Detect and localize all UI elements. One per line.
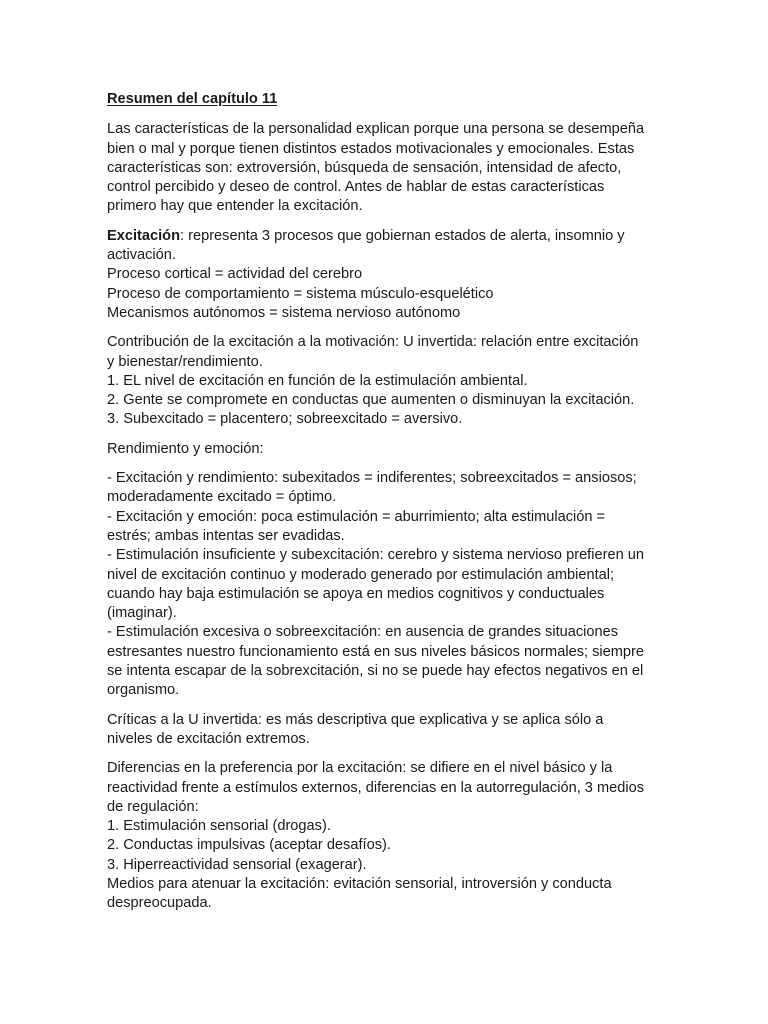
- text-line: de regulación:: [107, 798, 199, 815]
- text-line: niveles de excitación extremos.: [107, 730, 310, 747]
- text-line: estresantes nuestro funcionamiento está en sus niveles básicos normales; siempre: [107, 643, 645, 660]
- section-heading: Rendimiento y emoción:: [107, 440, 264, 457]
- text-line: - Estimulación insuficiente y subexcitación: cerebro y sistema nervioso prefieren un: [107, 547, 644, 564]
- text-line: y bienestar/rendimiento.: [107, 353, 263, 370]
- text-line: bien o mal y porque tienen distintos estados motivacionales y emocionales. Estas: [107, 140, 635, 157]
- document-title: Resumen del capítulo 11: [107, 91, 278, 107]
- text-line: 2. Gente se compromete en conductas que aumenten o disminuyan la excitación.: [107, 392, 635, 409]
- text-line: organismo.: [107, 682, 180, 699]
- text-line: se intenta escapar de la sobrexcitación, si no se puede hay efectos negativos en el: [107, 663, 644, 680]
- text-line: - Excitación y emoción: poca estimulación = aburrimiento; alta estimulación =: [107, 508, 606, 525]
- text-line: Contribución de la excitación a la motivación: U invertida: relación entre excitación: [107, 334, 639, 351]
- text-line: 1. EL nivel de excitación en función de la estimulación ambiental.: [107, 372, 528, 389]
- intro-paragraph: [107, 120, 667, 216]
- text-line: control percibido y deseo de control. Antes de hablar de estas características: [107, 179, 605, 196]
- document-page: [107, 90, 667, 914]
- excitacion-definition: : representa 3 procesos que gobiernan estados de alerta, insomnio y: [180, 227, 625, 244]
- text-line: estrés; ambas intentas ser evadidas.: [107, 527, 345, 544]
- text-line: activación.: [107, 247, 176, 264]
- text-line: 3. Hiperreactividad sensorial (exagerar).: [107, 856, 367, 873]
- text-line: Las características de la personalidad explican porque una persona se desempeña: [107, 121, 645, 138]
- text-line: primero hay que entender la excitación.: [107, 198, 363, 215]
- text-line: Proceso cortical = actividad del cerebro: [107, 266, 363, 283]
- rendimiento-paragraph: [107, 469, 667, 701]
- text-line: moderadamente excitado = óptimo.: [107, 489, 337, 506]
- text-line: nivel de excitación continuo y moderado generado por estimulación ambiental;: [107, 566, 615, 583]
- diferencias-paragraph: [107, 759, 667, 913]
- excitacion-term: Excitación: [107, 227, 180, 244]
- text-line: 3. Subexcitado = placentero; sobreexcitado = aversivo.: [107, 411, 463, 428]
- text-line: 1. Estimulación sensorial (drogas).: [107, 818, 331, 835]
- text-line: reactividad frente a estímulos externos, diferencias en la autorregulación, 3 medios: [107, 779, 645, 796]
- rendimiento-heading-paragraph: [107, 440, 667, 459]
- text-line: Proceso de comportamiento = sistema músculo-esquelético: [107, 285, 494, 302]
- excitacion-paragraph: [107, 227, 667, 323]
- text-line: Críticas a la U invertida: es más descriptiva que explicativa y se aplica sólo a: [107, 711, 604, 728]
- text-line: Diferencias en la preferencia por la excitación: se difiere en el nivel básico y la: [107, 760, 613, 777]
- text-line: Mecanismos autónomos = sistema nervioso autónomo: [107, 304, 461, 321]
- text-line: 2. Conductas impulsivas (aceptar desafíos).: [107, 837, 391, 854]
- text-line: cuando hay baja estimulación se apoya en medios cognitivos y conductuales: [107, 585, 605, 602]
- text-line: - Excitación y rendimiento: subexitados = indiferentes; sobreexcitados = ansiosos;: [107, 470, 637, 487]
- text-line: Medios para atenuar la excitación: evitación sensorial, introversión y conducta: [107, 875, 612, 892]
- text-line: despreocupada.: [107, 895, 212, 912]
- text-line: [107, 227, 667, 246]
- text-line: características son: extroversión, búsqueda de sensación, intensidad de afecto,: [107, 159, 622, 176]
- contribucion-paragraph: [107, 333, 667, 429]
- text-line: - Estimulación excesiva o sobreexcitación: en ausencia de grandes situaciones: [107, 624, 619, 641]
- criticas-paragraph: [107, 711, 667, 750]
- text-line: (imaginar).: [107, 605, 177, 622]
